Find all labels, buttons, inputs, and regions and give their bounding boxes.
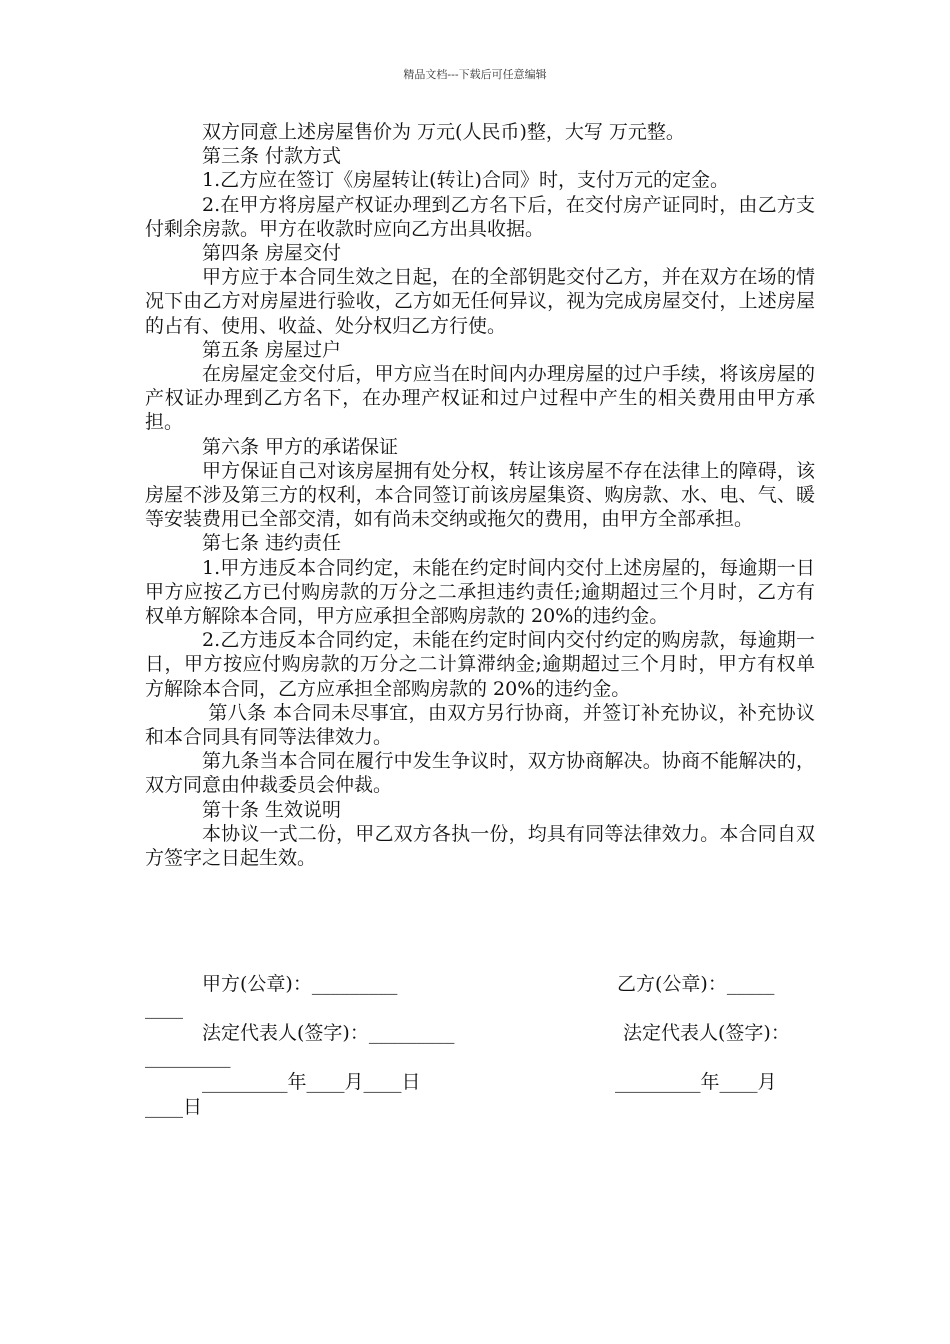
heading-article-7: 第七条 违约责任 <box>202 532 342 555</box>
paragraph-guarantee: 甲方保证自己对该房屋拥有处分权，转让该房屋不存在法律上的障碍，该房屋不涉及第三方的权利，本合同签订前该房屋集资、购房款、水、电、气、暖等安装费用已全部交清，如有尚未交纳或拖欠的费用，由甲方全部承担。 <box>145 459 815 531</box>
party-b-seal-line: ____ <box>145 997 183 1019</box>
party-b-seal: 乙方(公章)：_____ <box>617 973 775 995</box>
party-a-representative: 法定代表人(签字)：_________ <box>202 1022 455 1044</box>
party-a-seal: 甲方(公章)：_________ <box>202 973 398 995</box>
party-a-date: _________年____月____日 <box>202 1071 421 1093</box>
party-b-date: _________年____月 <box>615 1071 777 1093</box>
signature-row-date <box>145 1070 815 1094</box>
heading-article-10: 第十条 生效说明 <box>202 798 342 821</box>
signature-row-seal <box>145 972 815 996</box>
paragraph-breach-party-a: 1.甲方违反本合同约定，未能在约定时间内交付上述房屋的，每逾期一日甲方应按乙方已付购房款的万分之二承担违约责任;逾期超过三个月时，乙方有权单方解除本合同，甲方应承担全部购房款的 20%的违约金。 <box>145 556 815 628</box>
heading-article-5: 第五条 房屋过户 <box>202 338 342 361</box>
paragraph-article-8: 第八条 本合同未尽事宜，由双方另行协商，并签订补充协议，补充协议和本合同具有同等法律效力。 <box>145 701 815 749</box>
signature-row-date-cont <box>145 1095 815 1119</box>
paragraph-effective: 本协议一式二份，甲乙双方各执一份，均具有同等法律效力。本合同自双方签字之日起生效。 <box>145 822 815 870</box>
page-header: 精品文档---下载后可任意编辑 <box>403 68 547 81</box>
paragraph-breach-party-b: 2.乙方违反本合同约定，未能在约定时间内交付约定的购房款，每逾期一日，甲方按应付购房款的万分之二计算滞纳金;逾期超过三个月时，甲方有权单方解除本合同，乙方应承担全部购房款的 20%的违约金。 <box>145 629 815 700</box>
paragraph-transfer: 在房屋定金交付后，甲方应当在时间内办理房屋的过户手续，将该房屋的产权证办理到乙方名下，在办理产权证和过户过程中产生的相关费用由甲方承担。 <box>145 363 815 434</box>
party-b-date-day: ____日 <box>145 1096 203 1118</box>
heading-article-3: 第三条 付款方式 <box>202 145 342 168</box>
signature-row-rep-cont <box>145 1045 815 1069</box>
contract-body <box>145 120 815 870</box>
party-b-representative: 法定代表人(签字)： <box>623 1022 790 1044</box>
paragraph-remaining-payment: 2.在甲方将房屋产权证办理到乙方名下后，在交付房产证同时，由乙方支付剩余房款。甲方在收款时应向乙方出具收据。 <box>145 193 815 240</box>
paragraph-house-delivery: 甲方应于本合同生效之日起，在的全部钥匙交付乙方，并在双方在场的情况下由乙方对房屋进行验收，乙方如无任何异议，视为完成房屋交付，上述房屋的占有、使用、收益、处分权归乙方行使。 <box>145 266 815 337</box>
party-b-representative-line: _________ <box>145 1046 231 1068</box>
paragraph-price: 双方同意上述房屋售价为 万元(人民币)整，大写 万元整。 <box>202 121 685 143</box>
heading-article-6: 第六条 甲方的承诺保证 <box>202 435 399 458</box>
signature-row-rep <box>145 1021 815 1045</box>
signature-row-seal-cont <box>145 996 815 1020</box>
paragraph-article-9: 第九条当本合同在履行中发生争议时，双方协商解决。协商不能解决的，双方同意由仲裁委员会仲裁。 <box>145 750 815 797</box>
heading-article-4: 第四条 房屋交付 <box>202 242 342 265</box>
paragraph-deposit: 1.乙方应在签订《房屋转让(转让)合同》时，支付万元的定金。 <box>202 169 729 192</box>
